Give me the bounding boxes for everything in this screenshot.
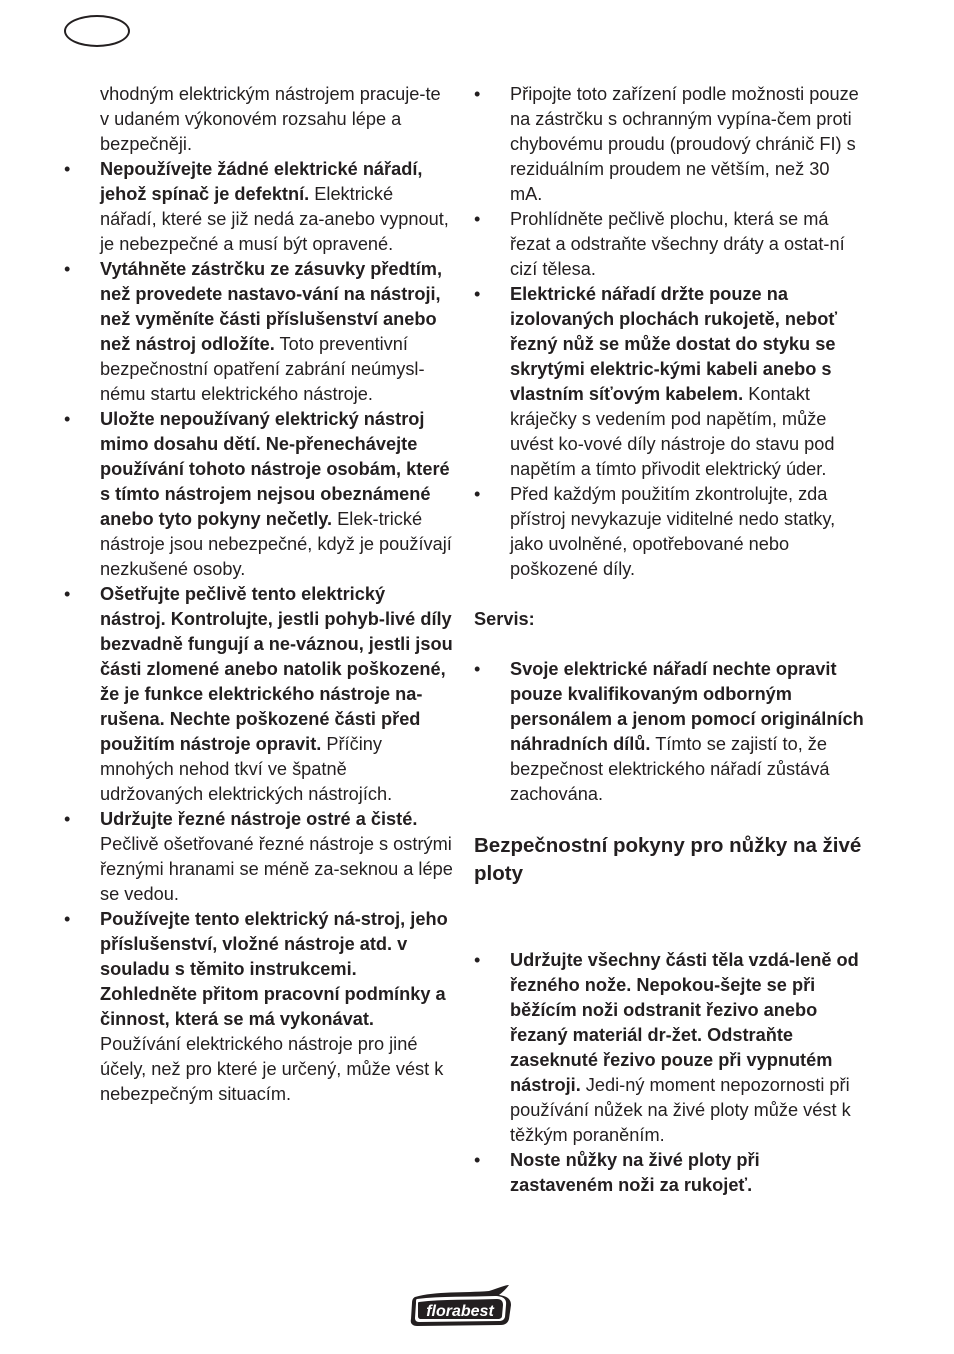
item-bold: Vytáhněte zástrčku ze zásuvky předtím, než provedete nastavo-vání na nástroji, než vyměníte části příslušenství anebo než nástroj odložíte. xyxy=(100,259,442,354)
bullet-icon: • xyxy=(474,484,481,504)
section-heading: Bezpečnostní pokyny pro nůžky na živé ploty xyxy=(474,834,862,885)
item-text: Elek-trické nástroje jsou nebezpečné, když je používají nezkušené osoby. xyxy=(100,509,452,579)
list-item xyxy=(474,482,866,582)
list-item xyxy=(474,948,866,1148)
list-item xyxy=(474,207,866,282)
bullet-icon: • xyxy=(64,909,71,929)
bullet-icon: • xyxy=(474,209,481,229)
item-bold: Udržujte řezné nástroje ostré a čisté. xyxy=(100,809,418,829)
logo-text: florabest xyxy=(426,1303,494,1320)
list-item xyxy=(474,282,866,482)
item-bold: Používejte tento elektrický ná-stroj, jeho příslušenství, vložné nástroje atd. v souladu s těmito instrukcemi. xyxy=(100,909,448,979)
item-text: Elektrické nářadí, které se již nedá za-anebo vypnout, je nebezpečné a musí být opravené. xyxy=(100,184,449,254)
bullet-icon: • xyxy=(474,950,481,970)
item-text: Připojte toto zařízení podle možnosti pouze na zástrčku s ochranným vypína-čem proti chybovému proudu (proudový chránič FI) s reziduálním proudem ne větším, než 30 mA. xyxy=(510,84,859,204)
list-item-continuation xyxy=(64,982,454,1107)
item-bold: Elektrické nářadí držte pouze na izolovaných plochách rukojetě, neboť řezný nůž se může dostat do styku se skrytými elektric-kými kabeli anebo s vlastním síťovým kabelem. xyxy=(510,284,838,404)
list-item xyxy=(474,82,866,207)
bullet-icon: • xyxy=(474,84,481,104)
list-item xyxy=(474,1148,866,1198)
item-bold: Zohledněte přitom pracovní podmínky a činnost, která se má vykonávat. xyxy=(100,984,446,1029)
bullet-icon: • xyxy=(64,409,71,429)
item-text: Tímto se zajistí to, že bezpečnost elektrického nářadí zůstává zachována. xyxy=(510,734,830,804)
bullet-icon: • xyxy=(64,809,71,829)
florabest-logo xyxy=(405,1283,517,1329)
list-item xyxy=(474,657,866,807)
item-bold: Noste nůžky na živé ploty při zastaveném noži za rukojeť. xyxy=(510,1150,760,1195)
list-item xyxy=(64,582,454,807)
item-text: Toto preventivní bezpečnostní opatření zabrání neúmysl-nému startu elektrického nástroje. xyxy=(100,334,425,404)
item-bold: Svoje elektrické nářadí nechte opravit pouze kvalifikovaným odborným personálem a jenom pomocí originálních náhradních dílů. xyxy=(510,659,864,754)
list-item xyxy=(64,157,454,257)
servis-heading: Servis: xyxy=(474,609,535,629)
item-bold: Uložte nepoužívaný elektrický nástroj mimo dosahu dětí. Ne-přenechávejte používání tohoto nástroje osobám, které s tímto nástrojem nejsou obeznámené anebo tyto pokyny nečetly. xyxy=(100,409,450,529)
item-text: Příčiny mnohých nehod tkví ve špatně udržovaných elektrických nástrojích. xyxy=(100,734,393,804)
bullet-icon: • xyxy=(64,584,71,604)
bullet-icon: • xyxy=(474,284,481,304)
bullet-icon: • xyxy=(64,159,71,179)
item-text: Před každým použitím zkontrolujte, zda přístroj nevykazuje viditelné nedo statky, jako uvolněné, opotřebované nebo poškozené díly. xyxy=(510,484,836,579)
item-bold: Ošetřujte pečlivě tento elektrický nástroj. Kontrolujte, jestli pohyb-livé díly bezvadně fungují a ne-váznou, jestli jsou části zlomené anebo natolik poškozené, že je funkce elektrického nástroje na-rušena. Nechte poškozené části před použitím nástroje opravit. xyxy=(100,584,453,754)
left-column xyxy=(64,82,454,1107)
item-text: Jedi-ný moment nepozornosti při používání nůžek na živé ploty může vést k těžkým poraněním. xyxy=(510,1075,851,1145)
right-column xyxy=(474,82,866,1198)
item-bold: Udržujte všechny části těla vzdá-leně od řezného nože. Nepokou-šejte se při běžícím noži odstranit řezivo anebo řezaný materiál dr-žet. Odstraňte zaseknuté řezivo pouze při vypnutém nástroji. xyxy=(510,950,859,1095)
item-text: Prohlídněte pečlivě plochu, která se má řezat a odstraňte všechny dráty a ostat-ní cizí tělesa. xyxy=(510,209,845,279)
item-text: Používání elektrického nástroje pro jiné účely, než pro které je určený, může vést k nebezpečným situacím. xyxy=(100,1034,444,1104)
item-bold: Nepoužívejte žádné elektrické nářadí, jehož spínač je defektní. xyxy=(100,159,423,204)
language-badge xyxy=(64,15,130,47)
bullet-icon: • xyxy=(474,1150,481,1170)
continuation-text: vhodným elektrickým nástrojem pracuje-te v udaném výkonovém rozsahu lépe a bezpečněji. xyxy=(100,84,441,154)
item-text: Pečlivě ošetřované řezné nástroje s ostrými řeznými hranami se méně za-seknou a lépe se vedou. xyxy=(100,834,453,904)
list-item xyxy=(64,907,454,982)
item-text: Kontakt kráječky s vedením pod napětím, může uvést ko-vové díly nástroje do stavu pod napětím a tímto přivodit elektrický úder. xyxy=(510,384,835,479)
bullet-icon: • xyxy=(474,659,481,679)
bullet-icon: • xyxy=(64,259,71,279)
list-item xyxy=(64,407,454,582)
list-item xyxy=(64,257,454,407)
list-item xyxy=(64,807,454,907)
